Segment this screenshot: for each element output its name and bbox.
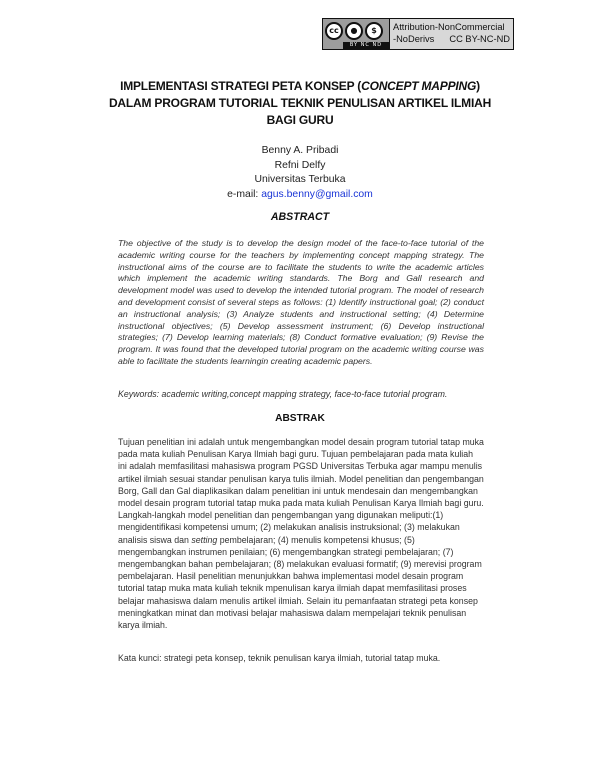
cc-license-text bbox=[390, 19, 513, 49]
abstract-english-body: The objective of the study is to develop the design model of the face-to-face tutorial of the academic writing course for the teachers by implementing concept mapping strategy. The instructional aims of the course are to facilitate the students to write the academic articles which implement the academic writing standards. The Borg and Gall research and development model was used to develop the intended tutorial program. The model of research and development consist of several steps as follows: (1) Identify instructional goal; (2) conduct an instructional analysis; (3) Analyze students and instructional setting; (4) Determine instructional objectives; (5) Develop assessment instrument; (6) Develop instructional strategies; (7) Develop learning materials; (8) Conduct formative evaluation; (9) Revise the program. It was found that the developed tutorial program on the academic writing course was able to facilitate the students learningin creating academic papers. bbox=[118, 238, 484, 366]
keywords-indonesian: Kata kunci: strategi peta konsep, teknik penulisan karya ilmiah, tutorial tatap muka. bbox=[118, 653, 441, 663]
abstrak-heading: ABSTRAK bbox=[275, 413, 325, 424]
keywords-english: Keywords: academic writing,concept mapping strategy, face-to-face tutorial program. bbox=[118, 389, 448, 399]
cc-license-code: CC BY-NC-ND bbox=[449, 34, 510, 44]
noncommercial-icon: $ bbox=[365, 22, 383, 40]
cc-icon-strip: BY NC ND bbox=[343, 42, 389, 49]
author-1: Benny A. Pribadi bbox=[261, 145, 339, 156]
title-line-2: DALAM PROGRAM TUTORIAL TEKNIK PENULISAN ARTIKEL ILMIAH bbox=[108, 96, 492, 110]
cc-license-line2 bbox=[393, 33, 510, 45]
abstrak-body-italic: setting bbox=[191, 534, 218, 545]
title-line1-suffix: ) bbox=[476, 79, 480, 93]
email-link[interactable]: agus.benny@gmail.com bbox=[261, 188, 373, 200]
title-line1-prefix: IMPLEMENTASI STRATEGI PETA KONSEP ( bbox=[120, 79, 362, 93]
abstrak-body-part1: Tujuan penelitian ini adalah untuk mengembangkan model desain program tutorial tatap muka pada mata kuliah Penulisan Karya Ilmiah bagi guru. Tujuan pembelajaran pada mata kuliah ini adalah memfasilitasi mahasiswa program PGSD Universitas Terbuka agar mampu menulis artikel ilmiah sesuai standar penulisan karya tulis ilmiah. Model penelitian dan pengembangan Borg, Gall dan Gal diaplikasikan dalam penelitian ini untuk mendesain dan mengembangkan model desain program tutorial tatap muka pada mata kuliah Penulisan Karya Ilmiah bagi guru. Langkah-langkah model penelitian dan pengembangan yang digunakan meliputi:(1) mengidentifikasi kompetensi umum; (2) melakukan analisis instruksional; (3) melakukan analisis siswa dan bbox=[118, 437, 484, 545]
attribution-person-icon: ● bbox=[345, 22, 363, 40]
paper-title bbox=[100, 78, 500, 129]
creative-commons-icon: cc bbox=[325, 22, 343, 40]
cc-license-badge[interactable] bbox=[322, 18, 514, 50]
author-2: Refni Delfy bbox=[274, 159, 326, 171]
affiliation: Universitas Terbuka bbox=[254, 174, 346, 185]
title-line-1 bbox=[100, 78, 500, 95]
cc-license-line1: Attribution-NonCommercial bbox=[393, 22, 505, 32]
abstrak-indonesian-body bbox=[118, 436, 484, 631]
cc-license-noderivs: -NoDerivs bbox=[393, 34, 435, 44]
cc-icons-group bbox=[323, 19, 390, 49]
author-block bbox=[150, 144, 450, 202]
abstrak-body-part2: pembelajaran; (4) menulis kompetensi khusus; (5) mengembangkan instrumen penilaian; (6) mengembangkan strategi pembelajaran; (7) mengembangkan bahan pembelajaran; (8) melakukan evaluasi formatif; (9) merevisi program pembelajaran. Hasil penelitian menunjukkan bahwa implementasi model desain program tutorial tatap muka mata kuliah teknik mpenulisan karya ilmiah dapat memfasilitasi proses belajar mahasiswa dalam menulis artikel ilmiah. Selain itu pemanfaatan strategi peta konsep meningkatkan minat dan motivasi belajar mahasiswa dalam mempelajari teknik penulisan karya ilmiah. bbox=[118, 534, 482, 631]
abstract-heading: ABSTRACT bbox=[270, 211, 330, 223]
email-line bbox=[150, 188, 450, 203]
title-line-3: BAGI GURU bbox=[266, 113, 334, 127]
title-line1-italic: CONCEPT MAPPING bbox=[361, 79, 477, 93]
email-label: e-mail: bbox=[227, 188, 262, 200]
